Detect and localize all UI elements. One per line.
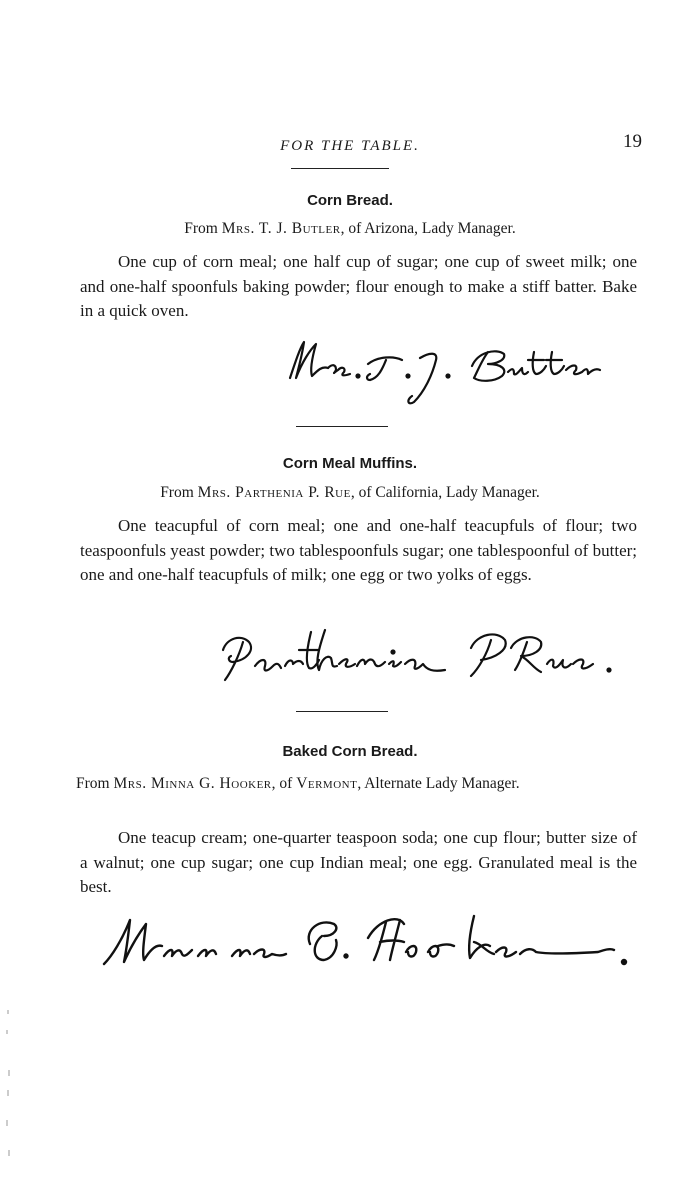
running-title: FOR THE TABLE. <box>280 138 420 154</box>
recipe-title: Baked Corn Bread. <box>282 743 418 760</box>
source-suffix: , of Arizona, Lady Manager. <box>340 220 516 237</box>
source-prefix: From <box>184 220 222 237</box>
source-suffix: , of California, Lady Manager. <box>350 484 540 501</box>
source-prefix: From <box>160 484 198 501</box>
recipe-title: Corn Bread. <box>307 192 393 209</box>
recipe-title: Corn Meal Muffins. <box>282 455 418 472</box>
recipe-body <box>80 250 637 324</box>
recipe-source <box>76 774 636 794</box>
source-name: Mrs. T. J. Butler <box>221 220 341 237</box>
section-rule <box>296 711 388 712</box>
source-state: Vermont <box>296 775 358 792</box>
recipe-body-text: One cup of corn meal; one half cup of sugar; one cup of sweet milk; one and one-half spoonfuls baking powder; flour enough to make a stiff batter. Bake in a quick oven. <box>80 252 637 320</box>
page-number: 19 <box>623 131 642 152</box>
source-middle: , of <box>271 775 297 792</box>
header-rule <box>291 168 389 169</box>
signature-butler <box>282 330 642 410</box>
source-name: Mrs. Parthenia P. Rue <box>197 484 351 501</box>
source-prefix: From <box>76 775 114 792</box>
recipe-body <box>80 514 637 588</box>
section-rule <box>296 426 388 427</box>
signature-hooker <box>98 900 638 980</box>
recipe-body-text: One teacup cream; one-quarter teaspoon soda; one cup flour; butter size of a walnut; one cup sugar; one cup Indian meal; one egg. Granulated meal is the best. <box>80 828 637 896</box>
recipe-body-text: One teacupful of corn meal; one and one-half teacupfuls of flour; two teaspoonfuls yeast powder; two tablespoonfuls sugar; one tablespoonful of butter; one and one-half teacupfuls of milk; one egg or two yolks of eggs. <box>80 516 637 584</box>
source-suffix: , Alternate Lady Manager. <box>357 775 520 792</box>
margin-marks <box>4 1000 14 1185</box>
recipe-body <box>80 826 637 900</box>
recipe-source <box>0 220 700 238</box>
signature-rue <box>215 620 635 695</box>
recipe-source <box>0 484 700 502</box>
source-name: Mrs. Minna G. Hooker <box>113 775 272 792</box>
